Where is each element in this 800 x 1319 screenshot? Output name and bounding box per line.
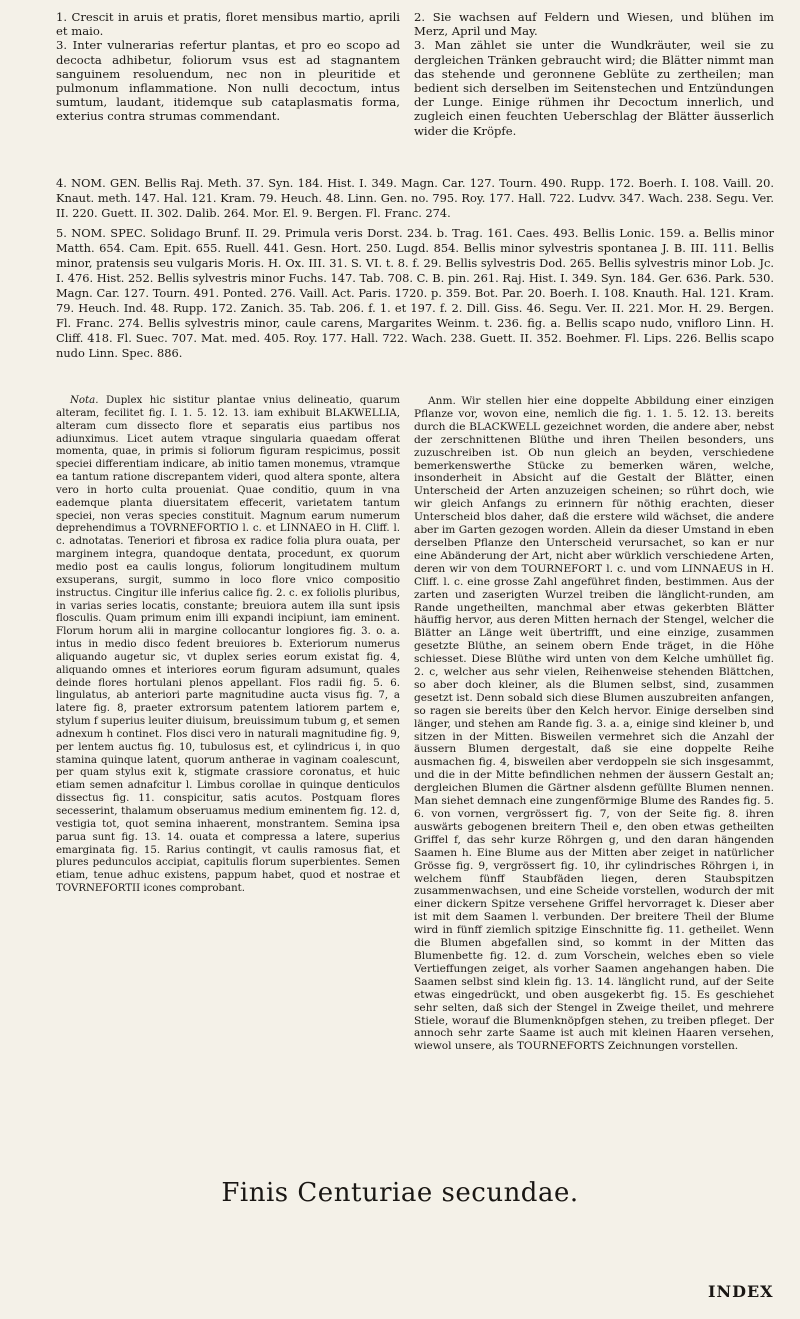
anm-label: Anm. <box>428 395 456 407</box>
nota-label: Nota. <box>70 395 99 406</box>
nom-spec-text: 5. NOM. SPEC. Solidago Brunf. II. 29. Primula veris Dorst. 234. b. Trag. 161. Caes. 493. Bellis Lonic. 159. a. Bellis minor Matth. 654. Cam. Epit. 655. Ruell. 441. Gesn. Hort. 250. Lugd. 854. Bellis minor sylvestris spontanea J. B. III. 111. Bellis minor, pratensis seu vulgaris Moris. H. Ox. III. 31. S. VI. t. 8. f. 29. Bellis sylvestris Dod. 265. Bellis sylvestris minor Lob. Jc. I. 476. Hist. 252. Bellis sylvestris minor Fuchs. 147. Tab. 708. C. B. pin. 261. Raj. Hist. I. 349. Syn. 184. Ger. 636. Park. 530. Magn. Car. 127. Tourn. 491. Ponted. 276. Vaill. Act. Paris. 1720. p. 359. Bot. Par. 20. Boerh. I. 108. Knauth. Hal. 121. Kram. 79. Heuch. Ind. 48. Rupp. 172. Zanich. 35. Tab. 206. f. 1. et 197. f. 2. Dill. Giss. 46. Segu. Ver. II. 221. Mor. H. 29. Bergen. Fl. Franc. 274. Bellis sylvestris minor, caule carens, Margarites Weinm. t. 236. fig. a. Bellis scapo nudo, vnifloro Linn. H. Cliff. 418. Fl. Suec. 707. Mat. med. 405. Roy. 177. Hall. 722. Wach. 238. Guett. II. 352. Boehmer. Fl. Lips. 226. Bellis scapo nudo Linn. Spec. 886. <box>56 226 774 360</box>
nom-gen-text: 4. NOM. GEN. Bellis Raj. Meth. 37. Syn. 184. Hist. I. 349. Magn. Car. 127. Tourn. 490. Rupp. 172. Boerh. I. 108. Vaill. 20. Knaut. meth. 147. Hal. 121. Kram. 79. Heuch. 48. Linn. Gen. no. 795. Roy. 177. Hall. 722. Ludvv. 347. Wach. 238. Segu. Ver. II. 220. Guett. II. 302. Dalib. 264. Mor. El. 9. Bergen. Fl. Franc. 274. <box>56 176 774 220</box>
german-habitat-uses <box>414 10 774 138</box>
catchword-index: INDEX <box>708 1282 774 1301</box>
nota-latin <box>56 395 400 896</box>
anm-text: Wir stellen hier eine doppelte Abbildung einer einzigen Pflanze vor, wovon eine, nemlich die fig. 1. 1. 5. 12. 13. bereits durch die BLACKWELL gezeichnet worden, die andere aber, nebst der zerschnittenen Blüthe und ihren Theilen besonders, uns zuzuschreiben ist. Ob nun gleich an beyden, verschiedene bemerkenswerthe Stücke zu bemerken wären, welche, insonderheit in Absicht auf die Gestalt der Blätter, einen Unterscheid der Arten anzuzeigen scheinen; so rührt doch, wie wir gleich Anfangs zu erinnern für nöthig erachten, dieser Unterscheid blos daher, daß die erstere wild wächset, die andere aber im Garten gezogen worden. Allein da dieser Umstand in eben derselben Pflanze den Unterscheid verursachet, so kan er nur eine Abänderung der Art, nicht aber würklich verschiedene Arten, deren wir von dem TOURNEFORT l. c. und vom LINNAEUS in H. Cliff. l. c. eine grosse Zahl angeführet finden, bestimmen. Aus der zarten und zaserigten Wurzel treiben die länglicht-runden, am Rande ungetheilten, manchmal aber etwas gekerbten Blätter häuffig hervor, aus deren Mitten hernach der Stengel, welcher die Blätter an Länge weit übertrifft, und eine einzige, zusammen gesetzte Blüthe, an seinem obern Ende träget, in die Höhe schiesset. Diese Blüthe wird unten von dem Kelche umhüllet fig. 2. c, welcher aus sehr vielen, Reihenweise stehenden Blättchen, so aber doch kleiner, als die Blumen selbst, sind, zusammen gesetzt ist. Denn sobald sich diese Blumen auszubreiten anfangen, so ragen sie bereits über den Kelch hervor. Einige derselben sind länger, und stehen am Rande fig. 3. a. a, einige sind kleiner b, und sitzen in der Mitten. Bisweilen vermehret sich die Anzahl der äussern Blumen dergestalt, daß sie eine doppelte Reihe ausmachen fig. 4, bisweilen aber verdoppeln sie sich insgesammt, und die in der Mitte befindlichen nehmen der äussern Gestalt an; dergleichen Blumen die Gärtner alsdenn gefüllte Blumen nennen. Man siehet demnach eine zungenförmige Blume des Randes fig. 5. 6. von vornen, vergrössert fig. 7, von der Seite fig. 8. ihren auswärts gebogenen breitern Theil e, den oben etwas getheilten Griffel f, das sehr kurze Röhrgen g, und den daran hängenden Saamen h. Eine Blume aus der Mitten aber zeiget in natürlicher Grösse fig. 9, vergrössert fig. 10, ihr cylindrisches Röhrgen i, in welchem fünff Staubfäden liegen, deren Staubspitzen zusammenwachsen, und eine Scheide vorstellen, wodurch der mit einer dickern Spitze versehene Griffel hervorraget k. Dieser aber ist mit dem Saamen l. verbunden. Der breitere Theil der Blume wird in fünff ziemlich spitzige Einschnitte fig. 11. getheilet. Wenn die Blumen abgefallen sind, so kommt in der Mitten das Blumenbette fig. 12. d. zum Vorschein, welches eben so viele Vertieffungen zeiget, als vorher Saamen angehangen haben. Die Saamen selbst sind klein fig. 13. 14. länglicht rund, auf der Seite etwas eingedrückt, und oben ausgekerbt fig. 15. Es geschiehet sehr selten, daß sich der Stengel in Zweige theilet, und mehrere Stiele, worauf die Blumenknöpfgen stehen, zu treiben pfleget. Der annoch sehr zarte Saame ist auch mit kleinen Haaren versehen, wiewol unsere, als TOURNEFORTS Zeichnungen vorstellen. <box>414 395 774 1053</box>
latin-habitat-uses <box>56 10 400 124</box>
german-item-flowering: 2. Sie wachsen auf Feldern und Wiesen, und blühen im Merz, April und May. <box>414 10 774 39</box>
nota-text: Duplex hic sistitur plantae vnius delineatio, quarum alteram, fecilitet fig. I. 1. 5. 12. 13. iam exhibuit BLAKWELLIA, alteram cum dissecto flore et separatis eius partibus nos adiunximus. Licet autem vtraque singularia quaedam offerat momenta, quae, in primis si foliorum figuram respicimus, possit speciei differentiam indicare, ab initio tamen monemus, vtramque ea tantum ratione discrepantem videri, quod altera sponte, altera vero in horto culta proueniat. Quae conditio, quum in vna eademque planta diuersitatem effecerit, varietatem tantum speciei, non veras species constituit. Magnum earum numerum deprehendimus a TOVRNEFORTIO l. c. et LINNAEO in H. Cliff. l. c. adnotatas. Teneriori et fibrosa ex radice folia plura ouata, per marginem integra, quandoque dentata, procedunt, ex quorum medio post ea caulis longus, foliorum longitudinem multum exsuperans, surgit, summo in loco flore vnico compositio instructus. Cingitur ille inferius calice fig. 2. c. ex foliolis pluribus, in varias series locatis, constante; breuiora autem illa sunt ipsis flosculis. Quam primum enim illi expandi incipiunt, iam eminent. Florum horum alii in margine collocantur longiores fig. 3. o. a. intus in medio disco fedent breuiores b. Exteriorum numerus aliquando augetur sic, vt duplex series eorum existat fig. 4, aliquando omnes et interiores eorum figuram adsumunt, quales deinde flores hortulani plenos appellant. Flos radii fig. 5. 6. lingulatus, ab anteriori parte magnitudine aucta visus fig. 7, a latere fig. 8, praeter extrorsum patentem latiorem partem e, stylum f superius leuiter diuisum, breuissimum tubum g, et semen adnexum h continet. Flos disci vero in naturali magnitudine fig. 9, per lentem auctus fig. 10, tubulosus est, et cylindricus i, in quo stamina quinque latent, quorum antherae in vaginam coalescunt, per quam stylus exit k, stigmate crassiore coronatus, et huic etiam semen adnafcitur l. Limbus corollae in quinque denticulos dissectus fig. 11. conspicitur, satis acutos. Postquam flores secesserint, thalamum obseruamus medium eminentem fig. 12. d, vestigia tot, quot semina inhaerent, monstrantem. Semina ipsa parua sunt fig. 13. 14. ouata et compressa a latere, superius emarginata fig. 15. Rarius contingit, vt caulis ramosus fiat, et plures pedunculos accipiat, capitulis florum superbientes. Semen etiam, tenue adhuc existens, pappum habet, quod et nostrae et TOVRNEFORTII icones comprobant. <box>56 395 400 895</box>
latin-item-flowering: 1. Crescit in aruis et pratis, floret mensibus martio, aprili et maio. <box>56 10 400 39</box>
latin-item-uses: 3. Inter vulnerarias refertur plantas, et pro eo scopo ad decocta adhibetur, foliorum vsus est ad stagnantem sanguinem resoluendum, nec non in pleuritide et pulmonum inflammatione. Non nulli decoctum, intus sumtum, laudant, itidemque sub cataplasmatis forma, exterius contra strumas commendant. <box>56 38 400 124</box>
nota-paragraph <box>56 395 400 896</box>
nomen-specificum <box>56 226 774 386</box>
finis-heading: Finis Centuriae secundae. <box>221 1178 579 1208</box>
nomen-genericum <box>56 176 774 220</box>
german-item-uses: 3. Man zählet sie unter die Wundkräuter, weil sie zu dergleichen Tränken gebraucht wird; die Blätter nimmt man das stehende und geronnene Geblüte zu zertheilen; man bedient sich derselben im Seitenstechen und Entzündungen der Lunge. Einige rühmen ihr Decoctum innerlich, und zugleich einen feuchten Ueberschlag der Blätter äusserlich wider die Kröpfe. <box>414 38 774 138</box>
anmerkung-german <box>414 395 774 1053</box>
anm-paragraph <box>414 395 774 1053</box>
